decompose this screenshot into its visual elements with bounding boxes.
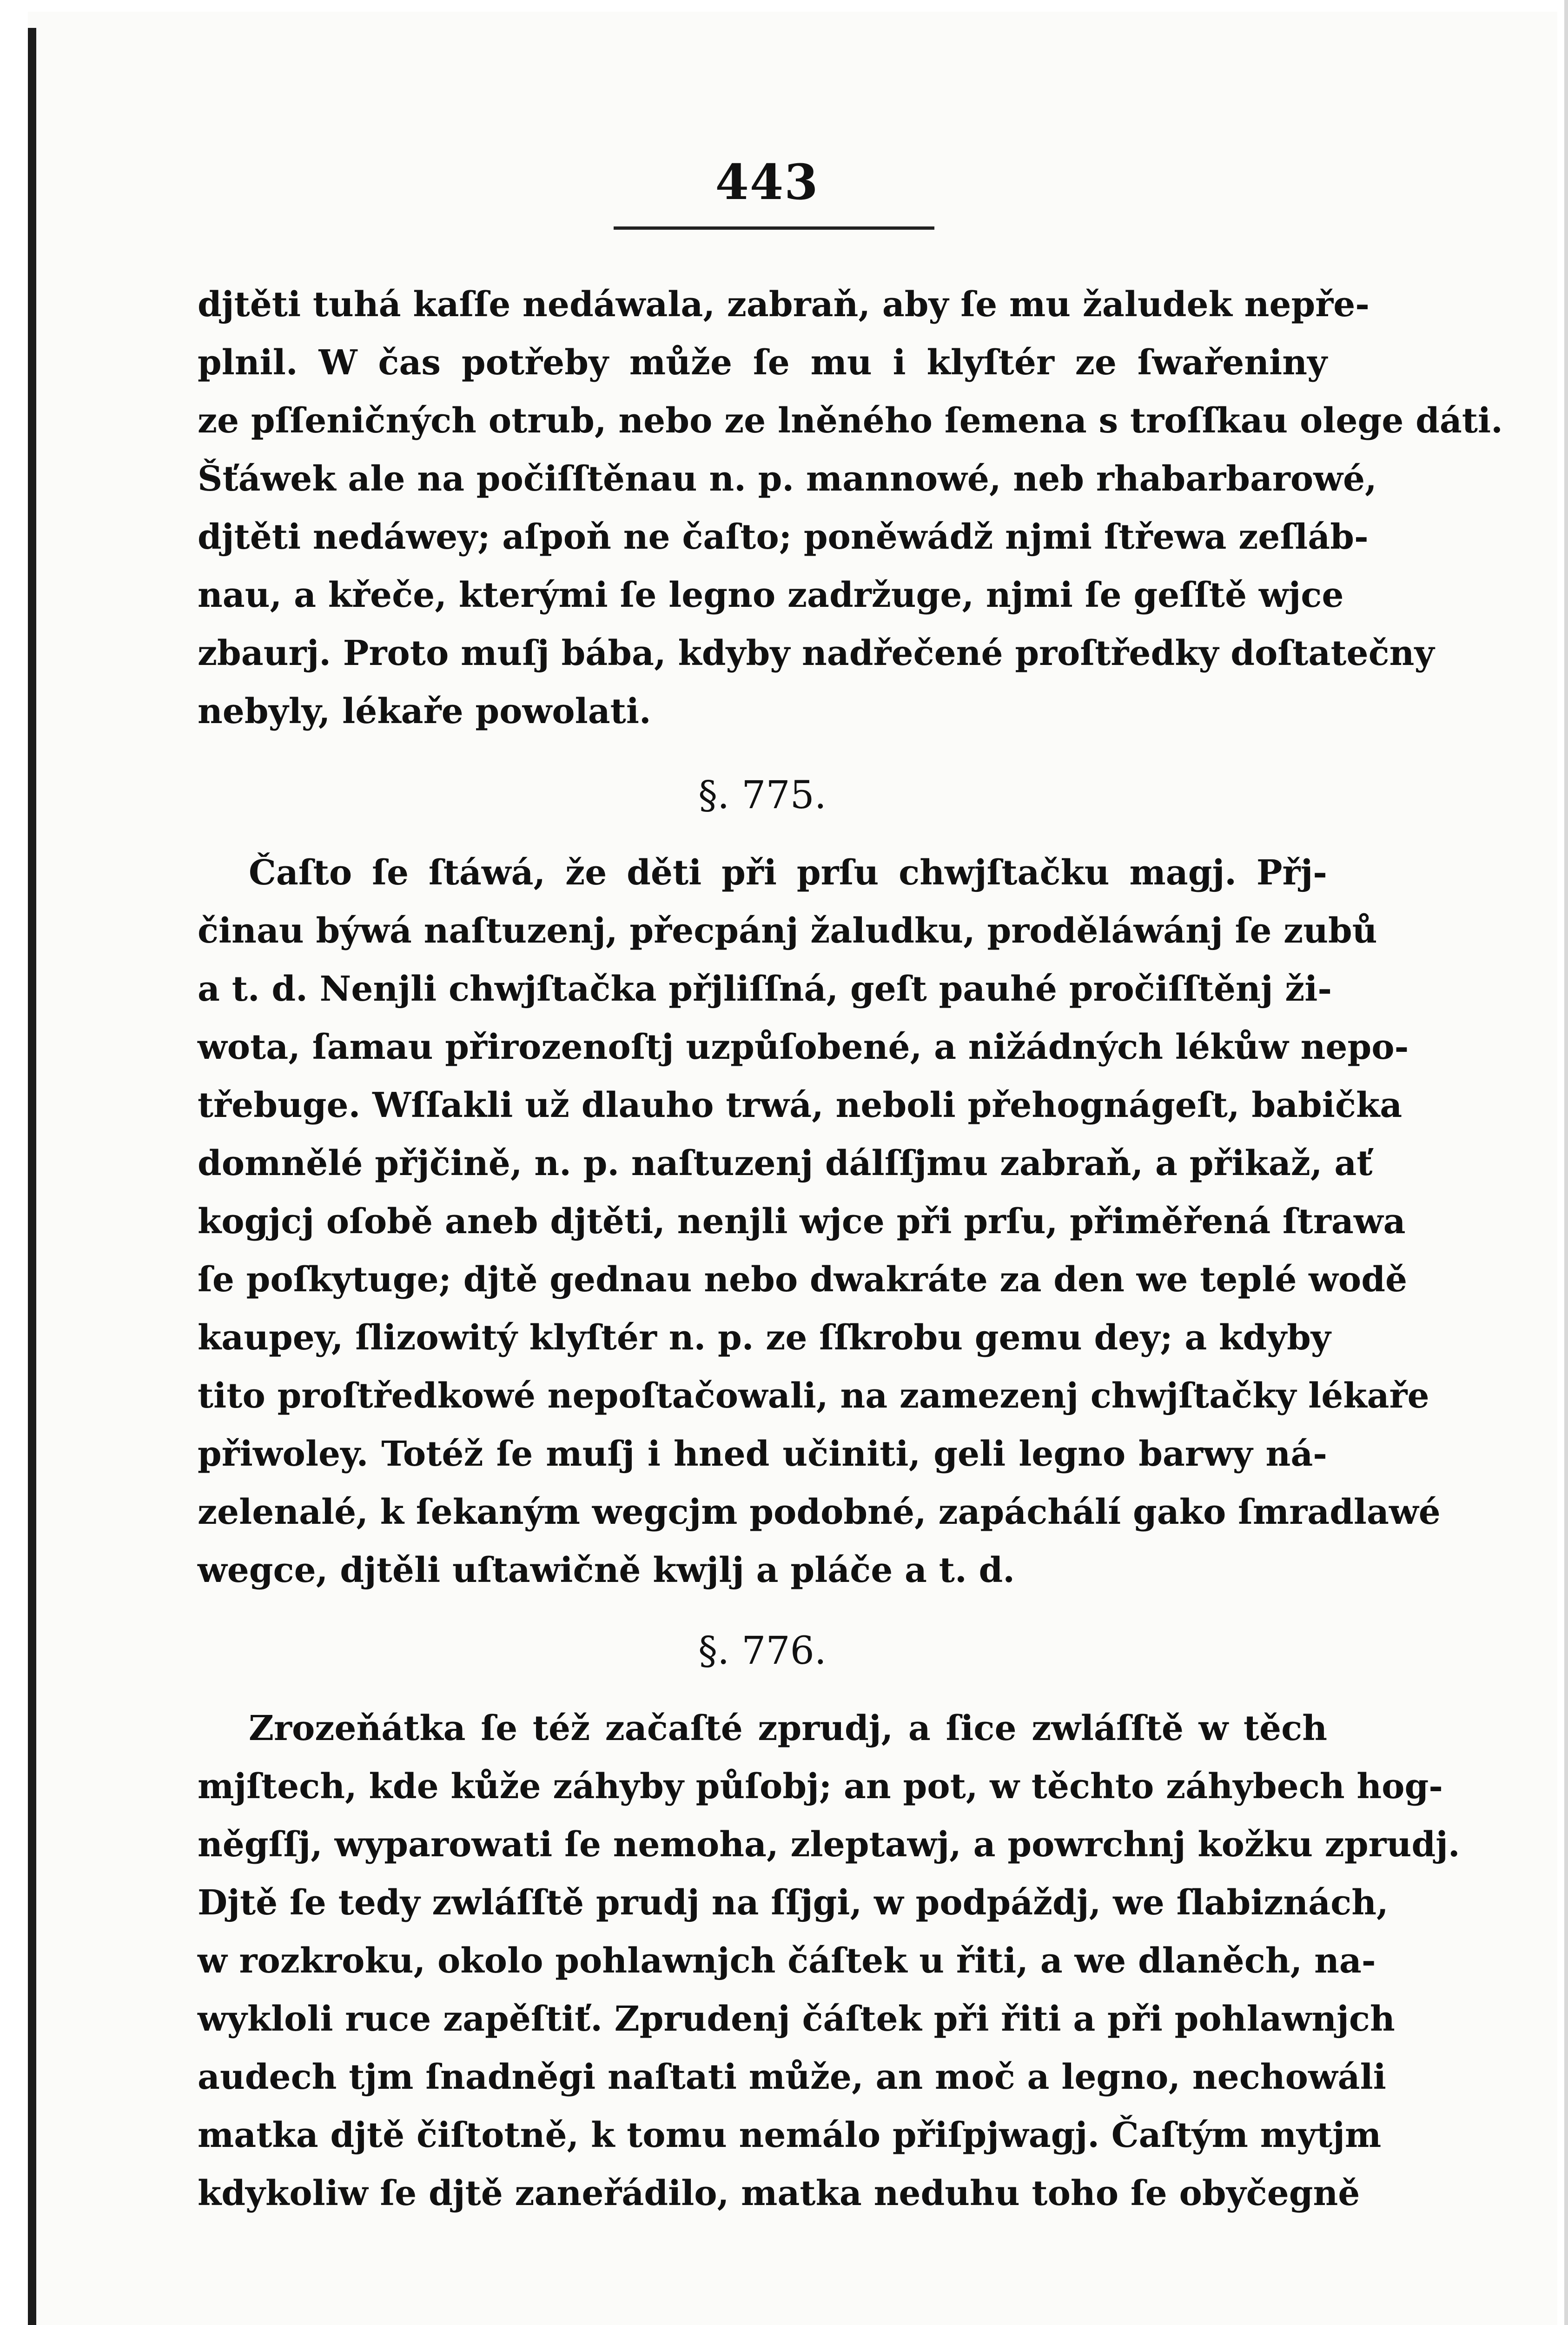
text-line: mjſtech, kde kůže záhyby půſobj; an pot, w těchto záhybech hog- [198, 1767, 1443, 1807]
text-line: zbaurj. Proto muſj bába, kdyby nadřečené proſtředky doſtatečny [198, 633, 1435, 673]
text-line: djtěti tuhá kaſſe nedáwala, zabraň, aby ſe mu žaludek nepře- [198, 285, 1370, 325]
text-line: tito proſtředkowé nepoſtačowali, na zamezenj chwjſtačky lékaře [198, 1376, 1429, 1416]
text-line: matka djtě čiſtotně, k tomu nemálo přiſpjwagj. Čaſtým mytjm [198, 2115, 1382, 2155]
text-line: audech tjm ſnadněgi naſtati může, an moč a legno, nechowáli [198, 2057, 1386, 2097]
text-line: kaupey, ſlizowitý klyſtér n. p. ze ſſkrobu gemu dey; a kdyby [198, 1318, 1331, 1358]
paragraph-776 [198, 1700, 1460, 2223]
text-line: ze pſſeničných otrub, nebo ze lněného ſemena s troſſkau olege dáti. [198, 401, 1503, 441]
text-line: zelenalé, k ſekaným wegcjm podobné, zapáchálí gako ſmradlawé [198, 1492, 1441, 1532]
text-line: Djtě ſe tedy zwláſſtě prudj na ſſjgi, w podpáždj, we ſlabiznách, [198, 1883, 1389, 1923]
header-rule [614, 226, 934, 230]
page-right-edge [1564, 0, 1568, 2325]
text-line: činau býwá naſtuzenj, přecpánj žaludku, proděláwánj ſe zubů [198, 911, 1377, 951]
text-line: domnělé přjčině, n. p. naſtuzenj dálſſjmu zabraň, a přikaž, ať [198, 1143, 1373, 1183]
text-line: wykloli ruce zapěſtiť. Zprudenj čáſtek při řiti a při pohlawnjch [198, 1999, 1395, 2039]
paragraph-continuation [198, 276, 1503, 741]
section-heading-776: §. 776. [698, 1629, 827, 1673]
text-line: w rozkroku, okolo pohlawnjch čáſtek u řiti, a we dlaněch, na- [198, 1941, 1376, 1981]
text-line: nau, a křeče, kterými ſe legno zadržuge, njmi ſe geſſtě wjce [198, 575, 1344, 615]
text-line: a t. d. Nenjli chwjſtačka přjliſſná, geſt pauhé pročiſſtěnj ži- [198, 969, 1332, 1009]
text-line: třebuge. Wſſakli už dlauho trwá, neboli přehognágeſt, babička [198, 1085, 1403, 1125]
paragraph-775 [198, 844, 1441, 1600]
text-line: Šťáwek ale na počiſſtěnau n. p. mannowé, neb rhabarbarowé, [198, 459, 1377, 499]
text-line: něgſſj, wyparowati ſe nemoha, zleptawj, a powrchnj kožku zprudj. [198, 1825, 1460, 1865]
text-line: plnil. W čas potřeby může ſe mu i klyſtér ze ſwařeniny [198, 343, 1327, 383]
text-line: kdykoliw ſe djtě zaneřádilo, matka neduhu toho ſe obyčegně [198, 2173, 1360, 2213]
text-line: kogjcj oſobě aneb djtěti, nenjli wjce při prſu, přiměřená ſtrawa [198, 1202, 1406, 1242]
text-line: Zrozeňátka ſe též začaſté zprudj, a ſice zwláſſtě w těch [249, 1708, 1327, 1748]
text-line: nebyly, lékaře powolati. [198, 691, 651, 731]
text-line: Čaſto ſe ſtáwá, že děti při prſu chwjſtačku magj. Přj- [249, 853, 1327, 893]
page-number: 443 [715, 153, 819, 211]
text-line: přiwoley. Totéž ſe muſj i hned učiniti, geli legno barwy ná- [198, 1434, 1327, 1474]
section-heading-775: §. 775. [698, 773, 827, 817]
text-line: wota, ſamau přirozenoſtj uzpůſobené, a nižádných lékůw nepo- [198, 1027, 1409, 1067]
text-line: wegce, djtěli uſtawičně kwjlj a pláče a t. d. [198, 1550, 1015, 1590]
text-line: ſe poſkytuge; djtě gednau nebo dwakráte za den we teplé wodě [198, 1260, 1408, 1300]
page-left-edge [28, 28, 36, 2325]
text-line: djtěti nedáwey; aſpoň ne čaſto; poněwádž njmi ſtřewa zeſláb- [198, 517, 1369, 557]
